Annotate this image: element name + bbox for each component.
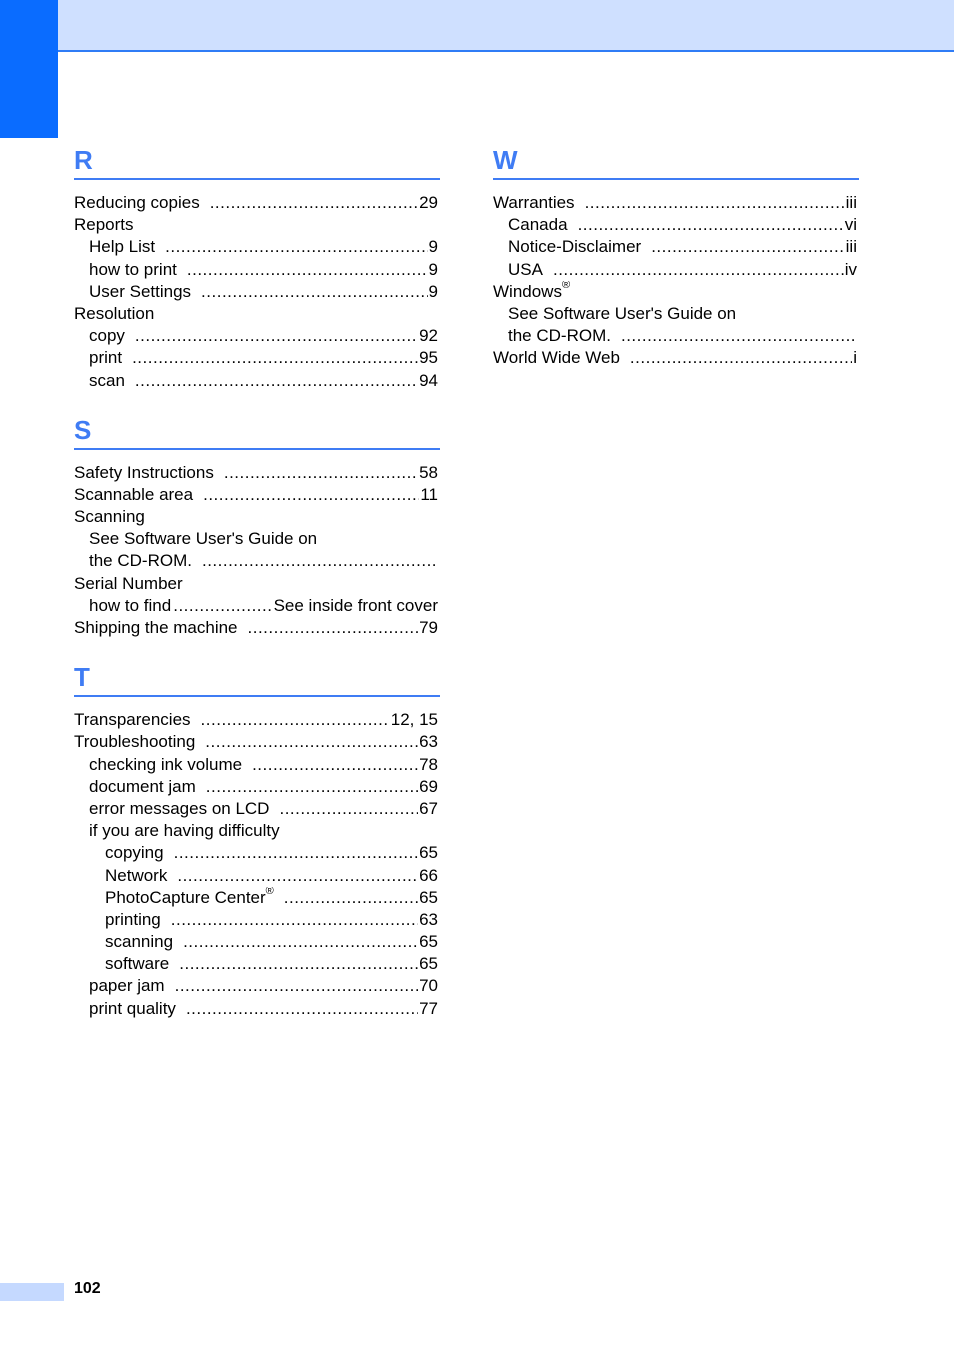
entry-page-ref: 95	[419, 348, 438, 368]
dot-leader	[177, 865, 418, 887]
section-letter: T	[74, 661, 440, 697]
entry-term-text: print quality	[89, 998, 176, 1018]
dot-leader	[132, 347, 418, 369]
entry-term-text: the CD-ROM.	[508, 326, 611, 346]
dot-leader	[248, 617, 419, 639]
entry-page-ref: 65	[419, 843, 438, 863]
index-entry	[74, 776, 440, 798]
chapter-tab	[0, 0, 58, 138]
index-entry	[74, 462, 440, 484]
entry-term	[89, 281, 191, 303]
index-entry	[74, 842, 440, 864]
index-entry	[74, 550, 440, 572]
index-entry	[74, 754, 440, 776]
entry-term-text: Shipping the machine	[74, 618, 238, 637]
section-letter: S	[74, 414, 440, 450]
entry-term-text: Safety Instructions	[74, 462, 214, 482]
entry-term	[508, 325, 611, 347]
entry-term-text: Transparencies	[74, 710, 191, 730]
entry-term	[89, 347, 122, 369]
dot-leader	[279, 798, 418, 820]
registered-mark: ®	[265, 886, 274, 898]
dot-leader	[186, 998, 418, 1020]
footer-band	[0, 1283, 64, 1301]
entry-page-ref: 65	[419, 887, 438, 907]
index-entry	[74, 998, 440, 1020]
entry-page-ref: 69	[419, 776, 438, 796]
index-entry	[74, 865, 440, 887]
section-letter: R	[74, 144, 440, 180]
entry-term	[89, 325, 125, 347]
index-entry	[74, 259, 440, 281]
index-section	[493, 144, 859, 370]
entry-page-ref: 70	[419, 976, 438, 996]
entry-term	[89, 370, 125, 392]
dot-leader	[651, 236, 844, 258]
entry-term	[74, 617, 238, 639]
dot-leader	[284, 887, 418, 909]
dot-leader	[252, 754, 418, 776]
section-letter: W	[493, 144, 859, 180]
page-number: 102	[74, 1280, 101, 1297]
entry-page-ref: 9	[428, 237, 438, 257]
entry-page-ref: iv	[844, 259, 857, 279]
dot-leader	[165, 236, 427, 258]
dot-leader	[201, 709, 390, 731]
index-entry	[493, 281, 859, 303]
entry-page-ref: 12, 15	[390, 710, 438, 730]
entry-term	[508, 214, 568, 236]
index-entry	[493, 236, 859, 258]
entry-term-text: Reducing copies	[74, 193, 200, 212]
entry-term	[74, 506, 145, 528]
index-entry	[74, 617, 440, 639]
entry-page-ref: iii	[845, 193, 857, 212]
dot-leader	[630, 347, 852, 369]
dot-leader	[187, 259, 428, 281]
entry-term-text: scan	[89, 370, 125, 390]
index-entry	[74, 347, 440, 369]
dot-leader	[205, 731, 418, 753]
entry-term-text: how to print	[89, 259, 177, 279]
index-entry	[74, 506, 440, 528]
entry-term	[89, 776, 196, 798]
index-section	[74, 661, 440, 1020]
dot-leader	[553, 259, 844, 281]
entry-page-ref: 11	[420, 484, 438, 504]
entry-term	[74, 731, 195, 753]
entry-term	[89, 528, 317, 550]
entry-term	[74, 484, 193, 506]
entry-term-text: how to find	[89, 595, 172, 615]
entry-page-ref: 58	[419, 462, 438, 482]
index-entry	[74, 236, 440, 258]
entry-page-ref: 67	[419, 798, 438, 818]
index-entry	[74, 325, 440, 347]
dot-leader	[578, 214, 844, 236]
entry-term-text: error messages on LCD	[89, 798, 270, 818]
entry-term	[74, 462, 214, 484]
entry-page-ref: 9	[428, 281, 438, 301]
registered-mark: ®	[561, 280, 571, 292]
entry-term-text: World Wide Web	[493, 348, 620, 368]
entry-term-text: Reports	[74, 215, 134, 235]
entry-page-ref: 66	[419, 865, 438, 885]
index-entry	[493, 192, 859, 214]
entry-term	[89, 798, 269, 820]
entry-term	[74, 214, 134, 236]
entry-term	[508, 259, 543, 281]
entry-page-ref: See inside front cover	[273, 595, 438, 615]
entry-page-ref: 78	[419, 754, 438, 774]
entry-term-text: Help List	[89, 237, 156, 257]
dot-leader	[174, 842, 418, 864]
entry-term-text: copying	[105, 843, 164, 863]
entry-term-text: paper jam	[89, 976, 165, 996]
entry-page-ref: 77	[419, 998, 438, 1018]
entry-page-ref: 65	[419, 954, 438, 974]
index-entry	[74, 709, 440, 731]
index-entry	[74, 214, 440, 236]
entry-page-ref: 94	[419, 370, 438, 390]
entry-page-ref: 29	[419, 193, 438, 212]
entry-term-text: User Settings	[89, 281, 192, 301]
entry-term-text: the CD-ROM.	[89, 551, 192, 571]
entry-term-text: See Software User's Guide on	[508, 303, 737, 323]
index-entry	[74, 820, 440, 842]
entry-page-ref: 63	[419, 732, 438, 752]
dot-leader	[175, 975, 418, 997]
entry-term-text: printing	[105, 909, 161, 929]
dot-leader	[201, 281, 427, 303]
dot-leader	[203, 484, 419, 506]
entry-term-text: print	[89, 348, 123, 368]
entry-term	[74, 303, 154, 325]
entry-term	[89, 754, 242, 776]
entry-page-ref: 79	[419, 618, 438, 637]
index-section	[74, 414, 440, 640]
entry-term	[89, 975, 165, 997]
index-entry	[74, 931, 440, 953]
dot-leader	[179, 953, 418, 975]
entry-term	[89, 259, 177, 281]
index-entry	[493, 214, 859, 236]
index-entry	[74, 909, 440, 931]
index-entry	[74, 528, 440, 550]
index-section	[74, 144, 440, 392]
entry-term	[508, 236, 641, 258]
entry-term	[89, 236, 155, 258]
entry-page-ref: 65	[419, 932, 438, 952]
entry-page-ref: i	[853, 348, 857, 368]
index-entry	[493, 303, 859, 325]
entry-term-text: Resolution	[74, 303, 155, 323]
entry-term-text: Network	[105, 865, 168, 885]
entry-term	[89, 550, 192, 572]
entry-term	[89, 998, 176, 1020]
entry-term	[493, 192, 575, 214]
entry-term	[74, 192, 200, 214]
entry-term	[89, 595, 171, 617]
entry-term	[74, 573, 183, 595]
entry-term-text: Serial Number	[74, 573, 183, 593]
dot-leader	[621, 325, 856, 347]
index-entry	[74, 975, 440, 997]
index-entry	[74, 887, 440, 909]
index-entry	[74, 192, 440, 214]
entry-term-text: document jam	[89, 776, 196, 796]
entry-term	[105, 842, 164, 864]
entry-term	[508, 303, 736, 325]
entry-term-text: Troubleshooting	[74, 732, 196, 752]
dot-leader	[202, 550, 437, 572]
entry-term	[105, 931, 173, 953]
dot-leader	[171, 909, 418, 931]
index-entry	[74, 303, 440, 325]
entry-page-ref: 63	[419, 909, 438, 929]
entry-page-ref: 92	[419, 326, 438, 346]
index-entry	[74, 595, 440, 617]
index-entry	[74, 573, 440, 595]
dot-leader	[206, 776, 418, 798]
entry-term	[74, 709, 191, 731]
index-column-right	[493, 144, 859, 392]
entry-term	[105, 953, 169, 975]
dot-leader	[173, 595, 272, 617]
entry-term-text: PhotoCapture Center	[105, 887, 266, 907]
entry-term	[105, 909, 161, 931]
index-column-left	[74, 144, 440, 1042]
entry-page-ref: iii	[845, 237, 857, 257]
entry-term-text: checking ink volume	[89, 754, 243, 774]
entry-term-text: See Software User's Guide on	[89, 529, 318, 549]
index-entry	[74, 281, 440, 303]
entry-term-text: copy	[89, 326, 125, 346]
entry-term	[89, 820, 280, 842]
entry-term	[493, 281, 570, 303]
entry-term-text: Canada	[508, 215, 568, 235]
entry-term-text: Scanning	[74, 507, 145, 527]
entry-term-text: software	[105, 954, 170, 974]
entry-term	[493, 347, 620, 369]
entry-term	[105, 865, 167, 887]
entry-term-text: scanning	[105, 932, 174, 952]
index-entry	[493, 325, 859, 347]
entry-term-text: Warranties	[493, 193, 575, 212]
index-entry	[74, 484, 440, 506]
header-band	[0, 0, 954, 52]
dot-leader	[224, 462, 418, 484]
index-entry	[493, 259, 859, 281]
entry-term-text: Windows	[493, 281, 562, 301]
dot-leader	[585, 192, 845, 214]
entry-term-text: Notice-Disclaimer	[508, 237, 642, 257]
entry-term-text: Scannable area	[74, 484, 194, 504]
index-entry	[74, 953, 440, 975]
entry-term-text: if you are having difficulty	[89, 821, 280, 841]
index-entry	[74, 731, 440, 753]
dot-leader	[210, 192, 418, 214]
entry-page-ref: 9	[428, 259, 438, 279]
index-entry	[74, 798, 440, 820]
entry-term-text: USA	[508, 259, 543, 279]
dot-leader	[183, 931, 418, 953]
entry-page-ref: vi	[844, 215, 857, 235]
entry-term	[105, 887, 274, 909]
index-entry	[493, 347, 859, 369]
dot-leader	[135, 325, 418, 347]
dot-leader	[135, 370, 418, 392]
index-entry	[74, 370, 440, 392]
